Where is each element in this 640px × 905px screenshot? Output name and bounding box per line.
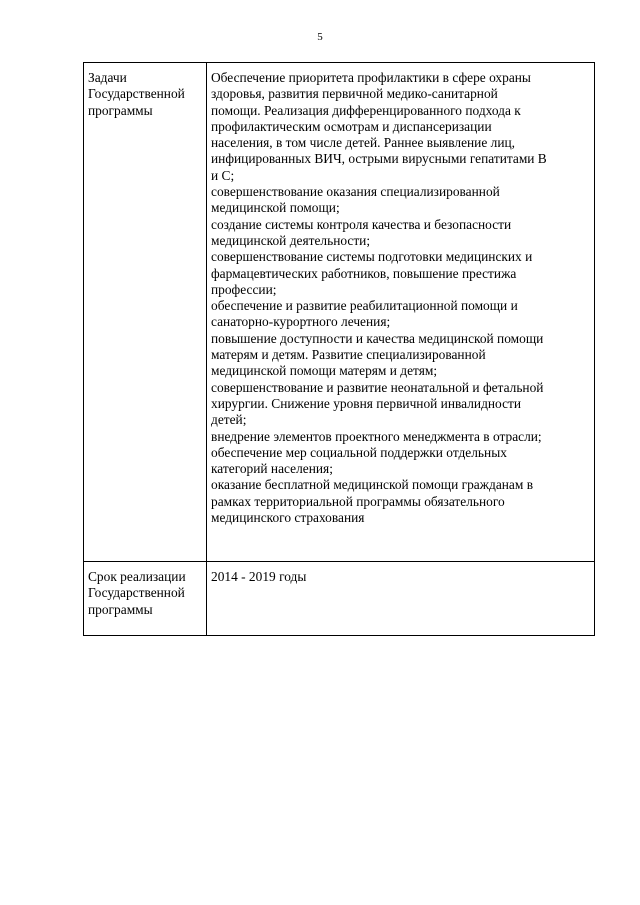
- tasks-text-line: матерям и детям. Развитие специализированной: [211, 347, 486, 363]
- tasks-label-cell: [84, 63, 207, 562]
- tasks-text-line: медицинской помощи матерям и детям;: [211, 363, 438, 379]
- tasks-text-line: помощи. Реализация дифференцированного подхода к: [211, 102, 521, 118]
- tasks-text-line: внедрение элементов проектного менеджмента в отрасли;: [211, 428, 542, 444]
- tasks-label-line: Задачи: [88, 70, 127, 85]
- tasks-text-line: профессии;: [211, 281, 277, 297]
- tasks-text-line: обеспечение и развитие реабилитационной помощи и: [211, 298, 518, 314]
- term-text-line: 2014 - 2019 годы: [211, 569, 307, 584]
- term-value-cell: [207, 562, 595, 636]
- tasks-text-line: профилактическим осмотрам и диспансеризации: [211, 118, 492, 134]
- tasks-text-line: населения, в том числе детей. Раннее выявление лиц,: [211, 135, 516, 151]
- page-number: 5: [317, 31, 323, 43]
- tasks-text-line: совершенствование и развитие неонатальной и фетальной: [211, 379, 544, 395]
- program-passport-table: [83, 62, 595, 636]
- term-label-line: Государственной: [88, 585, 185, 601]
- tasks-text-line: медицинского страхования: [211, 510, 365, 526]
- tasks-text-line: хирургии. Снижение уровня первичной инвалидности: [211, 395, 522, 411]
- table-row-term: [84, 562, 595, 636]
- table-row-tasks: [84, 63, 595, 562]
- tasks-text-line: категорий населения;: [211, 461, 333, 477]
- tasks-text-line: обеспечение мер социальной поддержки отдельных: [211, 444, 507, 460]
- tasks-text-line: создание системы контроля качества и безопасности: [211, 216, 512, 232]
- tasks-text-line: детей;: [211, 412, 247, 428]
- tasks-text-line: здоровья, развития первичной медико-санитарной: [211, 86, 498, 102]
- term-label-line: Срок реализации: [88, 569, 186, 584]
- term-label-line: программы: [88, 601, 153, 617]
- tasks-text-line: совершенствование системы подготовки медицинских и: [211, 249, 533, 265]
- tasks-text-line: повышение доступности и качества медицинской помощи: [211, 330, 544, 346]
- tasks-text-line: Обеспечение приоритета профилактики в сфере охраны: [211, 70, 531, 85]
- tasks-text-line: оказание бесплатной медицинской помощи гражданам в: [211, 477, 534, 493]
- tasks-text-line: и С;: [211, 167, 235, 183]
- tasks-text-line: медицинской деятельности;: [211, 232, 371, 248]
- tasks-label-line: Государственной: [88, 86, 185, 102]
- tasks-value-cell: [207, 63, 595, 562]
- tasks-text-line: медицинской помощи;: [211, 200, 340, 216]
- tasks-text-line: инфицированных ВИЧ, острыми вирусными гепатитами В: [211, 151, 547, 167]
- term-label-cell: [84, 562, 207, 636]
- tasks-text-line: санаторно-курортного лечения;: [211, 314, 391, 330]
- tasks-label-line: программы: [88, 102, 153, 118]
- tasks-text-line: рамках территориальной программы обязательного: [211, 493, 505, 509]
- tasks-text-line: совершенствование оказания специализированной: [211, 184, 500, 200]
- tasks-text-line: фармацевтических работников, повышение престижа: [211, 265, 517, 281]
